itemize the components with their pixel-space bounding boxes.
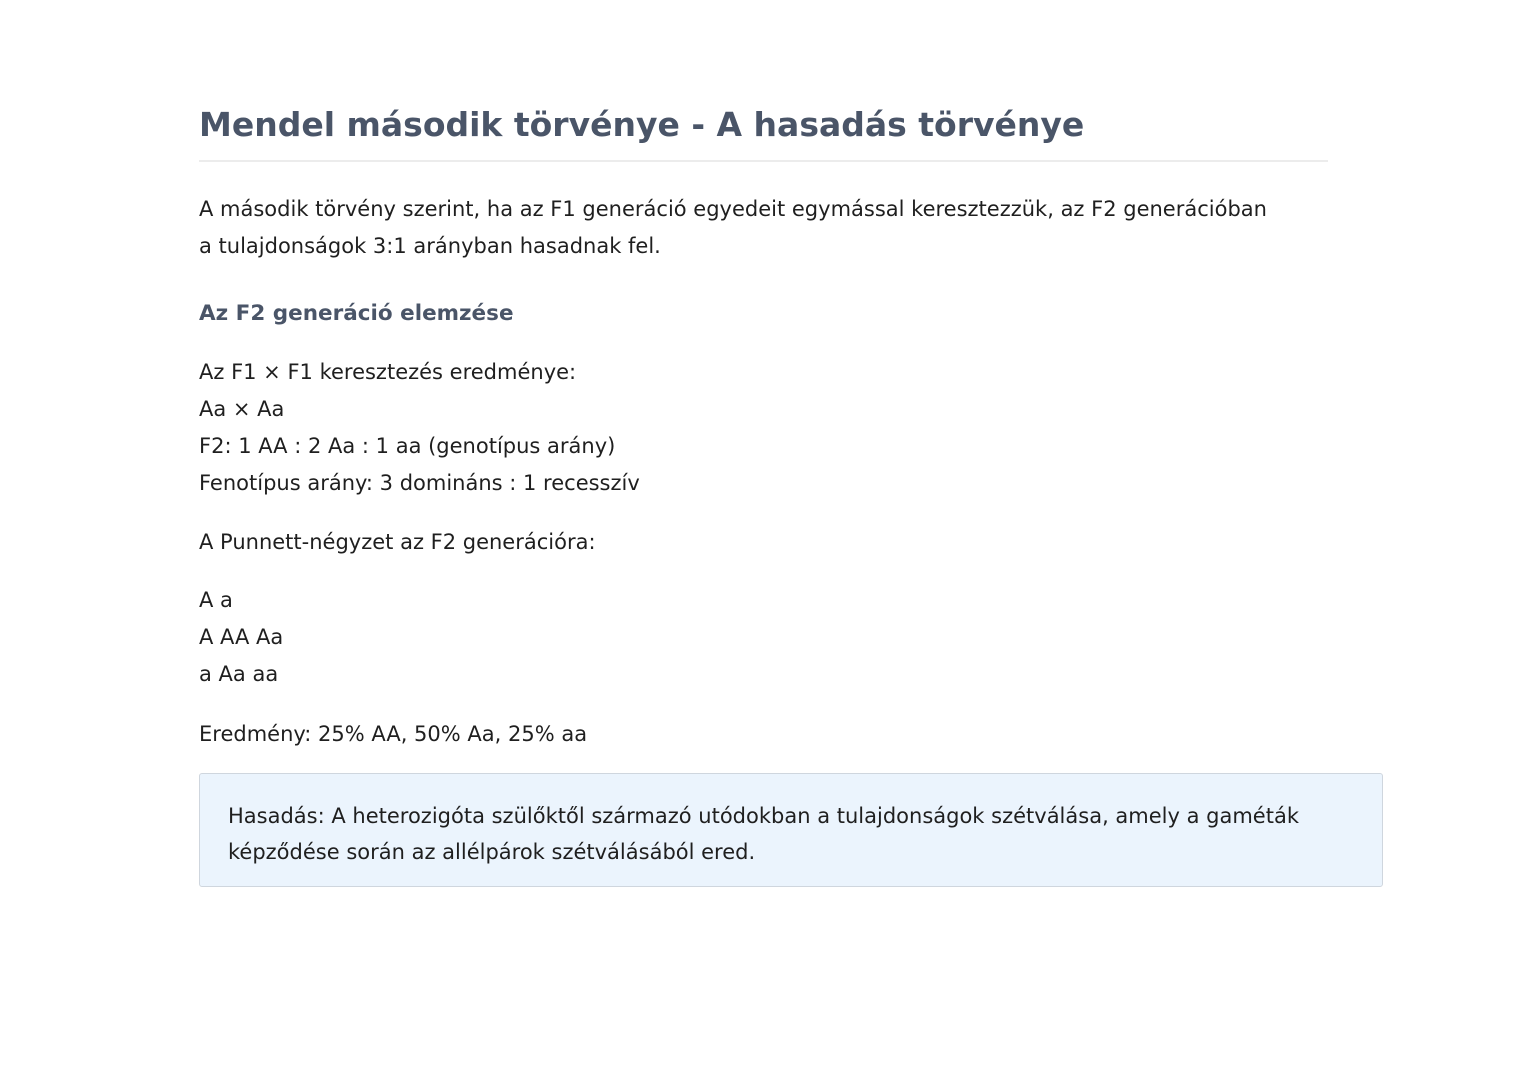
result-line: Eredmény: 25% AA, 50% Aa, 25% aa: [199, 722, 588, 746]
punnett-row: A AA Aa: [199, 625, 284, 649]
page-title: Mendel második törvénye - A hasadás törvénye: [199, 105, 1085, 144]
section-heading: Az F2 generáció elemzése: [199, 301, 514, 326]
cross-line: F2: 1 AA : 2 Aa : 1 aa (genotípus arány): [199, 434, 616, 458]
note-text: [228, 798, 1354, 870]
intro-line: A második törvény szerint, ha az F1 generáció egyedeit egymással keresztezzük, az F2 generációban: [199, 197, 1267, 221]
intro-line: a tulajdonságok 3:1 arányban hasadnak fel.: [199, 234, 661, 258]
title-divider: [199, 160, 1328, 162]
intro-paragraph: [199, 191, 1267, 265]
punnett-label: A Punnett-négyzet az F2 generációra:: [199, 530, 596, 554]
definition-note-box: [199, 773, 1383, 887]
note-line: képződése során az allélpárok szétválásából ered.: [228, 840, 756, 864]
cross-line: Az F1 × F1 keresztezés eredménye:: [199, 360, 577, 384]
punnett-row: a Aa aa: [199, 662, 279, 686]
punnett-row: A a: [199, 588, 233, 612]
cross-line: Aa × Aa: [199, 397, 285, 421]
cross-line: Fenotípus arány: 3 domináns : 1 recesszív: [199, 471, 640, 495]
cross-description: [199, 354, 640, 502]
punnett-square: [199, 582, 283, 693]
note-line: Hasadás: A heterozigóta szülőktől származó utódokban a tulajdonságok szétválása, amely a gaméták: [228, 804, 1299, 828]
